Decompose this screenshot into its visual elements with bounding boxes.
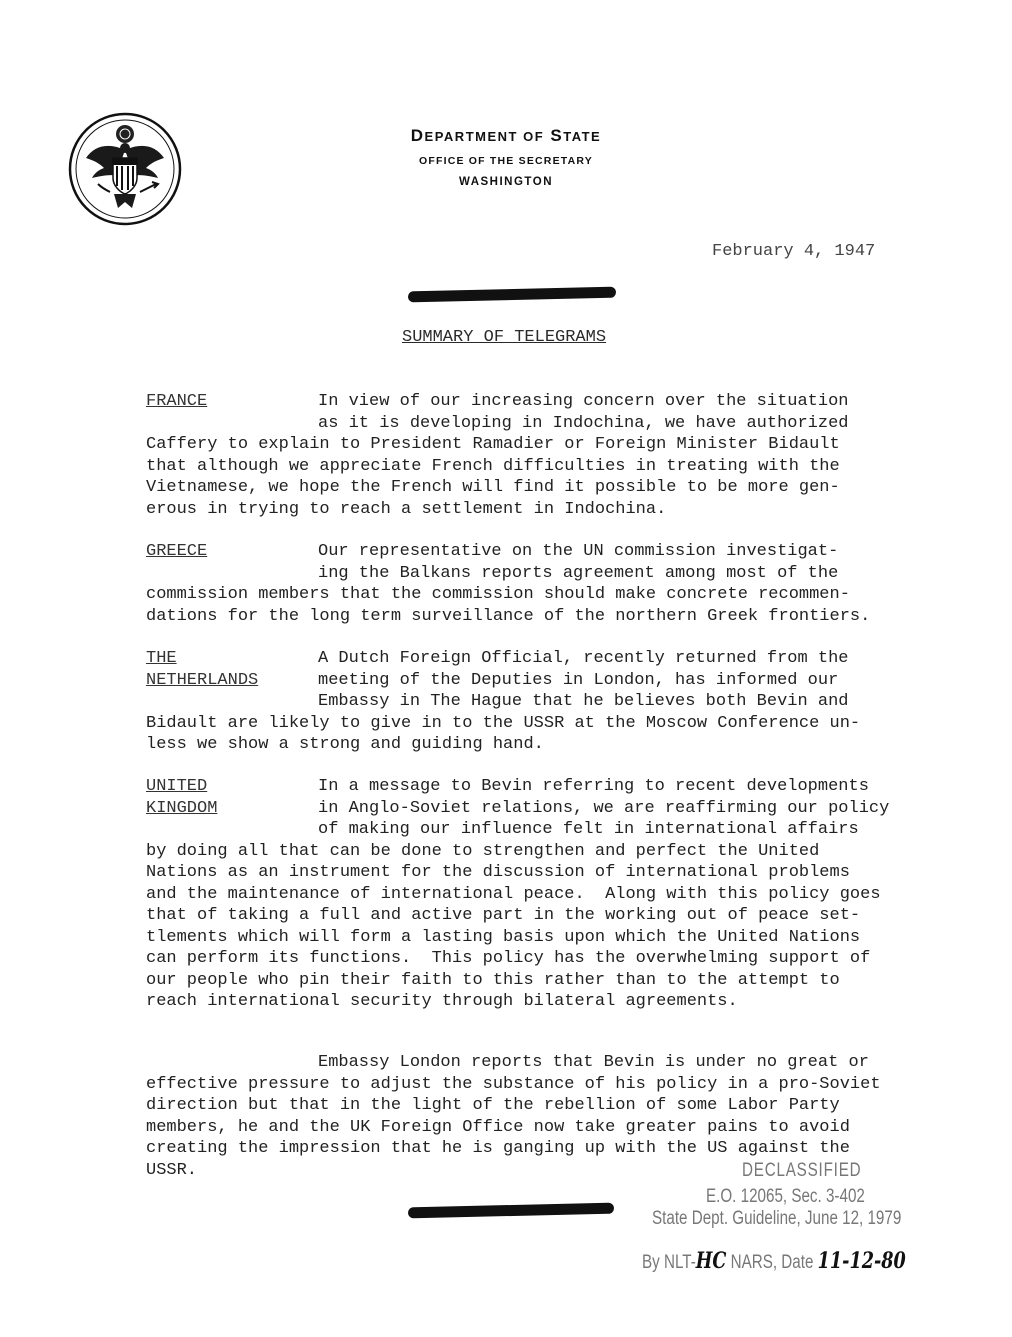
section-greece [146, 541, 926, 627]
body-line: commission members that the commission should make concrete recommen- [146, 585, 850, 604]
body-line: A Dutch Foreign Official, recently returned from the [318, 649, 849, 668]
body-line: Caffery to explain to President Ramadier or Foreign Minister Bidault [146, 435, 840, 454]
classification-redaction-bottom [408, 1203, 614, 1219]
section-label: UNITED KINGDOM [146, 777, 218, 818]
declassified-stamp-order: E.O. 12065, Sec. 3-402 [706, 1186, 865, 1207]
body-line: meeting of the Deputies in London, has informed our [318, 670, 839, 690]
section-label: FRANCE [146, 392, 208, 411]
section-netherlands [146, 648, 926, 756]
body-line: creating the impression that he is ganging up with the US against the [146, 1139, 850, 1158]
body-line: Our representative on the UN commission investigat- [318, 542, 839, 561]
declassified-stamp-title: DECLASSIFIED [742, 1160, 862, 1181]
declassified-stamp-guideline: State Dept. Guideline, June 12, 1979 [652, 1208, 902, 1229]
body-line: dations for the long term surveillance of the northern Greek frontiers. [146, 606, 871, 626]
body-line: as it is developing in Indochina, we have authorized [318, 413, 849, 433]
body-line: effective pressure to adjust the substance of his policy in a pro-Soviet [146, 1074, 881, 1094]
section-label: GREECE [146, 542, 208, 561]
body-line: by doing all that can be done to strengthen and perfect the United [146, 841, 820, 861]
body-line: erous in trying to reach a settlement in Indochina. [146, 499, 667, 519]
body-line: direction but that in the light of the rebellion of some Labor Party [146, 1096, 840, 1115]
section-label: THE NETHERLANDS [146, 649, 259, 690]
body-line: in Anglo-Soviet relations, we are reaffirming our policy [318, 798, 890, 818]
body-line: can perform its functions. This policy has the overwhelming support of [146, 949, 871, 968]
handwritten-initials: HC [695, 1248, 727, 1274]
letterhead [300, 126, 712, 188]
body-line: In a message to Bevin referring to recent developments [318, 777, 869, 796]
body-line: ing the Balkans reports agreement among most of the [318, 563, 839, 583]
body-line: that although we appreciate French difficulties in treating with the [146, 456, 840, 476]
body-line: In view of our increasing concern over the situation [318, 392, 849, 411]
body-line: Bidault are likely to give in to the USSR at the Moscow Conference un- [146, 713, 861, 733]
body-line: Embassy London reports that Bevin is under no great or [318, 1053, 869, 1072]
body-line: Nations as an instrument for the discussion of international problems [146, 863, 850, 882]
body-line: that of taking a full and active part in the working out of peace set- [146, 906, 861, 925]
letterhead-city: WASHINGTON [458, 176, 553, 188]
section-france [146, 391, 926, 520]
body-line: members, he and the UK Foreign Office now take greater pains to avoid [146, 1117, 850, 1137]
body-line: tlements which will form a lasting basis upon which the United Nations [146, 927, 861, 947]
body-line: our people who pin their faith to this rather than to the attempt to [146, 970, 840, 990]
body-line: of making our influence felt in international affairs [318, 820, 859, 839]
body-line: and the maintenance of international peace. Along with this policy goes [146, 884, 881, 904]
letterhead-office: OFFICE OF THE SECRETARY [418, 155, 594, 167]
body-line: USSR. [146, 1160, 198, 1180]
great-seal-eagle-icon [68, 112, 182, 226]
body-line: Vietnamese, we hope the French will find it possible to be more gen- [146, 478, 840, 497]
document-date: February 4, 1947 [712, 242, 876, 261]
document-title: SUMMARY OF TELEGRAMS [402, 328, 607, 347]
handwritten-date: 11-12-80 [817, 1248, 906, 1274]
body-line: reach international security through bilateral agreements. [146, 992, 738, 1011]
letterhead-department: DEPARTMENT OF STATE [410, 126, 602, 145]
body-line: Embassy in The Hague that he believes both Bevin and [318, 692, 849, 711]
classification-redaction-top [408, 287, 616, 303]
body-line: less we show a strong and guiding hand. [146, 735, 544, 754]
section-united-kingdom [146, 776, 926, 1013]
declassified-stamp-authority: By NLT-HC NARS, Date 11-12-80 [642, 1248, 906, 1274]
